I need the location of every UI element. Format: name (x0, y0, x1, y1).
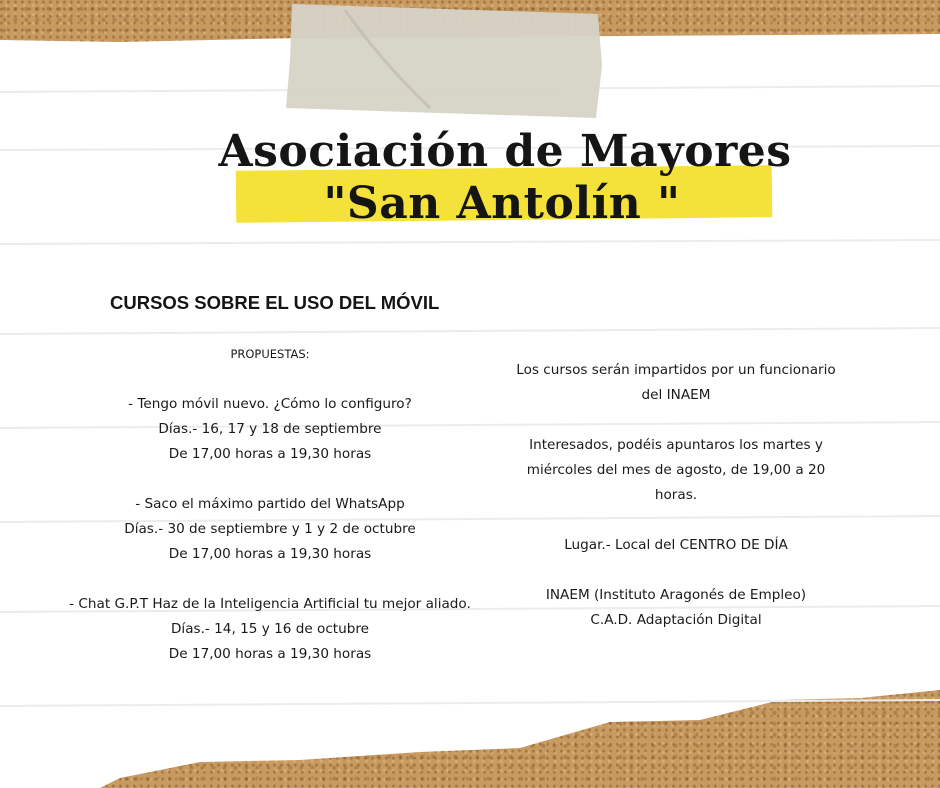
spacer (30, 367, 510, 392)
proposals-label: PROPUESTAS: (230, 347, 310, 361)
course-info (488, 358, 864, 633)
course-3-hours: De 17,00 horas a 19,30 horas (168, 646, 372, 662)
course-2-name: - Saco el máximo partido del WhatsApp (135, 496, 405, 512)
organization-line-1: INAEM (Instituto Aragonés de Empleo) (545, 587, 807, 603)
spacer (30, 567, 510, 592)
masking-tape (286, 4, 602, 118)
signup-line-3: horas. (654, 487, 698, 503)
signup-line-2: miércoles del mes de agosto, de 19,00 a 20 (526, 462, 826, 478)
instructor-line-2: del INAEM (641, 387, 711, 403)
course-proposals (30, 342, 510, 667)
spacer (488, 508, 864, 533)
organization-line-2: C.A.D. Adaptación Digital (590, 612, 762, 628)
course-2-days: Días.- 30 de septiembre y 1 y 2 de octubre (124, 521, 416, 537)
location-line: Lugar.- Local del CENTRO DE DÍA (564, 537, 788, 553)
course-2-hours: De 17,00 horas a 19,30 horas (168, 546, 372, 562)
instructor-line-1: Los cursos serán impartidos por un funcionario (516, 362, 836, 378)
spacer (488, 558, 864, 583)
section-heading: CURSOS SOBRE EL USO DEL MÓVIL (110, 292, 440, 313)
course-3-name: - Chat G.P.T Haz de la Inteligencia Artificial tu mejor aliado. (69, 596, 471, 612)
course-1-days: Días.- 16, 17 y 18 de septiembre (158, 421, 382, 437)
spacer (488, 408, 864, 433)
spacer (30, 467, 510, 492)
course-1-hours: De 17,00 horas a 19,30 horas (168, 446, 372, 462)
course-1-name: - Tengo móvil nuevo. ¿Cómo lo configuro? (128, 396, 412, 412)
page-title-line1: Asociación de Mayores (218, 126, 792, 177)
course-3-days: Días.- 14, 15 y 16 de octubre (170, 621, 370, 637)
page-title-line2: "San Antolín " (323, 178, 681, 229)
signup-line-1: Interesados, podéis apuntaros los martes y (529, 437, 823, 453)
